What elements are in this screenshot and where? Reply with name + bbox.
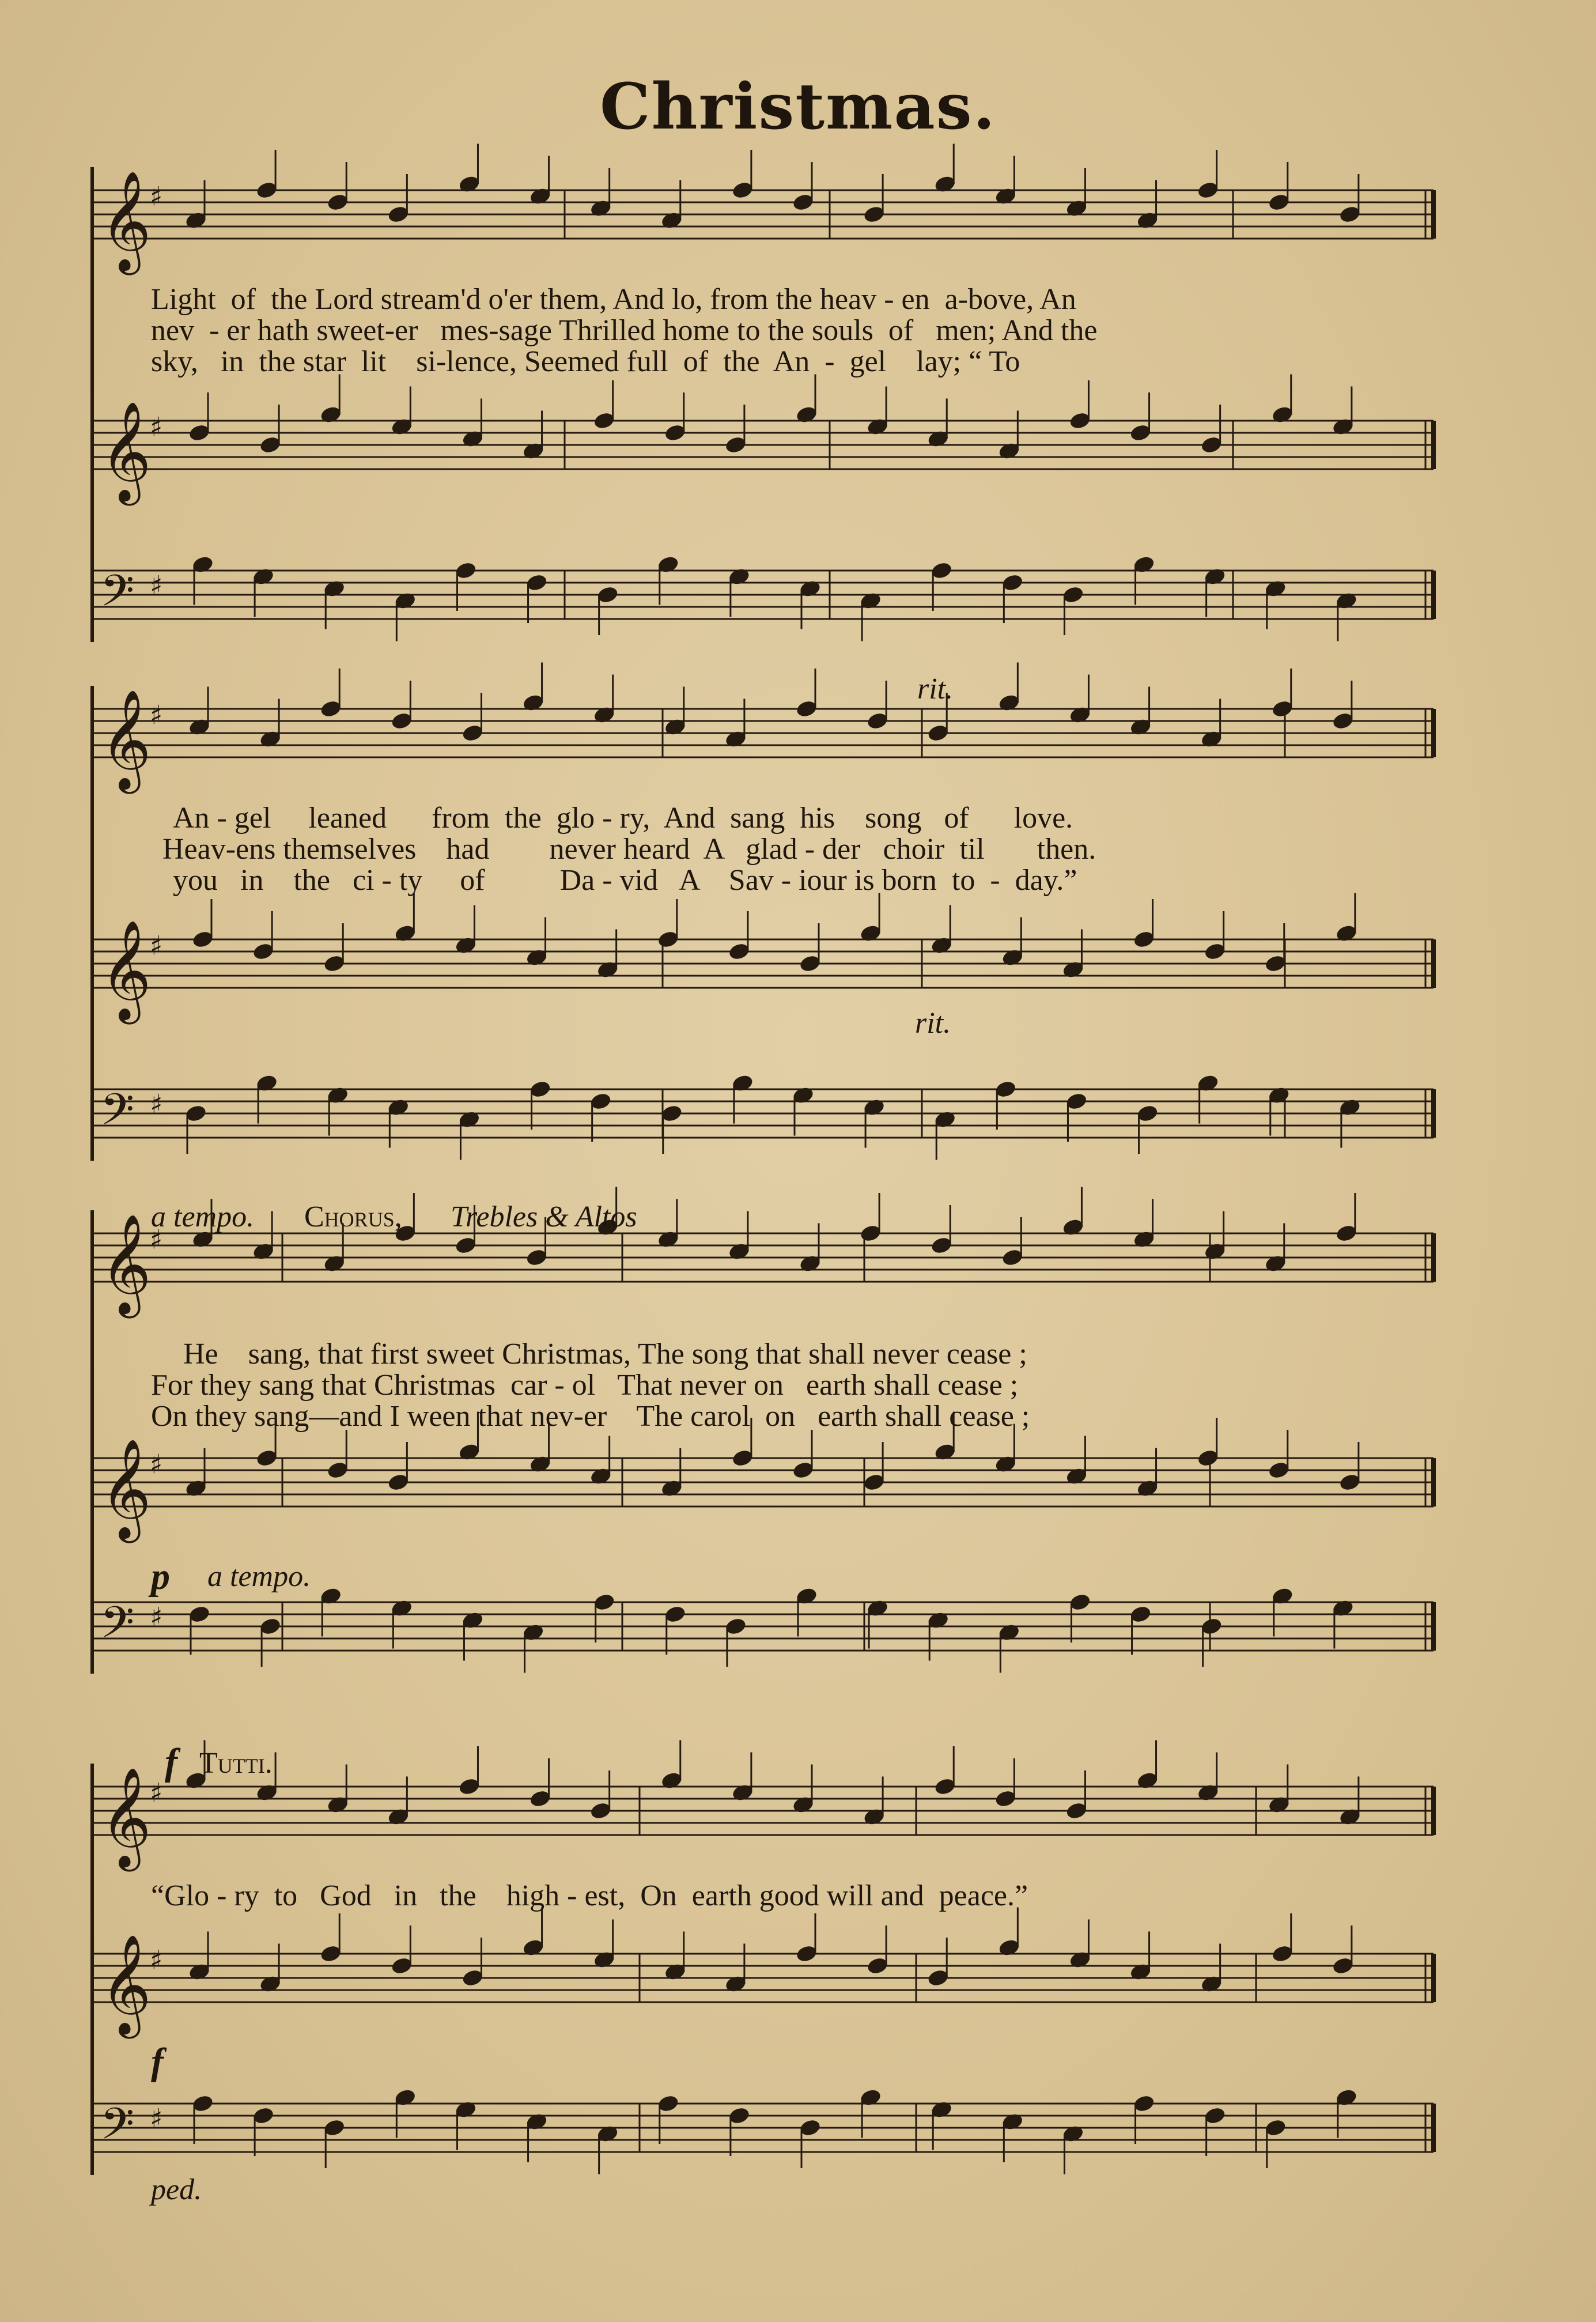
key-signature: ♯ <box>150 1944 163 1976</box>
lyric-line: you in the ci - ty of Da - vid A Sav - iour is born to - day.” <box>173 864 1077 897</box>
key-signature: ♯ <box>150 1448 163 1480</box>
key-signature: ♯ <box>150 1601 163 1633</box>
dynamic-forte: f <box>165 1741 177 1783</box>
voices-marking: Trebles & Altos <box>451 1200 637 1233</box>
key-signature: ♯ <box>150 699 163 731</box>
bass-clef: 𝄢 <box>100 2098 135 2160</box>
bass-clef: 𝄢 <box>100 565 135 627</box>
lyric-line: He sang, that first sweet Christmas, The song that shall never cease ; <box>183 1338 1027 1370</box>
rit-marking: rit. <box>917 673 954 705</box>
treble-clef: 𝄞 <box>100 171 152 271</box>
treble-clef: 𝄞 <box>100 689 152 790</box>
key-signature: ♯ <box>150 1777 163 1808</box>
a-tempo-marking: a tempo. <box>151 1200 255 1233</box>
treble-clef: 𝄞 <box>100 1934 152 2034</box>
key-signature: ♯ <box>150 930 163 961</box>
key-signature: ♯ <box>150 411 163 443</box>
lyric-line: “Glo - ry to God in the high - est, On earth good will and peace.” <box>151 1879 1028 1912</box>
key-signature: ♯ <box>150 2102 163 2134</box>
chorus-marking: Chorus, <box>304 1200 402 1233</box>
tutti-marking: Tutti. <box>199 1747 273 1780</box>
lyric-line: For they sang that Christmas car - ol That never on earth shall cease ; <box>151 1369 1019 1402</box>
dynamic-piano: p <box>151 1555 170 1598</box>
treble-clef: 𝄞 <box>100 1767 152 1867</box>
key-signature: ♯ <box>150 180 163 212</box>
treble-clef: 𝄞 <box>100 1214 152 1314</box>
treble-clef: 𝄞 <box>100 920 152 1020</box>
lyric-line: sky, in the star lit si-lence, Seemed full of the An - gel lay; “ To <box>151 345 1020 378</box>
pedal-marking: ped. <box>151 2173 202 2206</box>
page-title: Christmas. <box>600 69 996 144</box>
treble-clef: 𝄞 <box>100 1438 152 1539</box>
lyric-line: nev - er hath sweet-er mes-sage Thrilled home to the souls of men; And the <box>151 314 1098 347</box>
rit-marking: rit. <box>915 1007 951 1040</box>
a-tempo-marking: a tempo. <box>207 1560 311 1593</box>
key-signature: ♯ <box>150 569 163 601</box>
bass-clef: 𝄢 <box>100 1084 135 1146</box>
bass-clef: 𝄢 <box>100 1597 135 1659</box>
lyric-line: Heav-ens themselves had never heard A glad - der choir til then. <box>162 833 1096 866</box>
lyric-line: On they sang—and I ween that nev-er The carol on earth shall cease ; <box>151 1400 1030 1433</box>
lyric-line: An - gel leaned from the glo - ry, And sang his song of love. <box>173 802 1073 835</box>
dynamic-forte: f <box>151 2041 164 2083</box>
key-signature: ♯ <box>150 1224 163 1255</box>
lyric-line: Light of the Lord stream'd o'er them, And lo, from the heav - en a-bove, An <box>151 283 1076 316</box>
key-signature: ♯ <box>150 1088 163 1120</box>
treble-clef: 𝄞 <box>100 401 152 501</box>
